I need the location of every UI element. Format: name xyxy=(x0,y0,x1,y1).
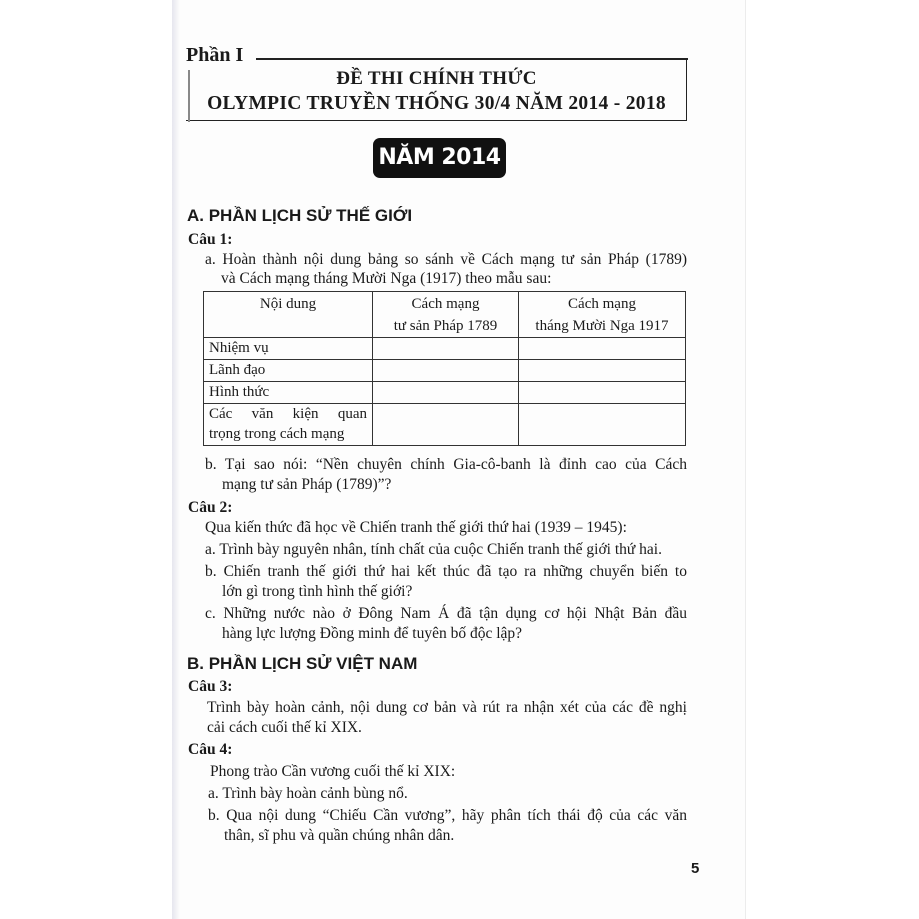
empty-cell xyxy=(519,360,686,382)
question-1b-line1: b. Tại sao nói: “Nền chuyên chính Gia-cô-banh là đỉnh cao của Cách xyxy=(205,456,687,473)
empty-cell xyxy=(519,404,686,446)
question-1a-line2: và Cách mạng tháng Mười Nga (1917) theo mẫu sau: xyxy=(221,270,552,287)
header-text: Cách mạng xyxy=(568,296,636,312)
page-edge xyxy=(745,0,746,919)
row-label: Lãnh đạo xyxy=(204,360,373,382)
part-label: Phần I xyxy=(186,44,244,66)
table-row xyxy=(204,382,686,404)
exam-subtitle: OLYMPIC TRUYỀN THỐNG 30/4 NĂM 2014 - 2018 xyxy=(207,93,666,114)
question-2-intro: Qua kiến thức đã học về Chiến tranh thế giới thứ hai (1939 – 1945): xyxy=(205,519,627,536)
row-label-line2: trọng trong cách mạng xyxy=(209,426,345,442)
question-2c-line1: c. Những nước nào ở Đông Nam Á đã tận dụng cơ hội Nhật Bản đầu xyxy=(205,605,687,622)
header-text: Nội dung xyxy=(259,296,317,312)
table-row xyxy=(204,338,686,360)
empty-cell xyxy=(373,404,519,446)
header-text: tháng Mười Nga 1917 xyxy=(535,318,669,334)
question-4a: a. Trình bày hoàn cảnh bùng nổ. xyxy=(208,785,408,802)
section-a-heading: A. PHẦN LỊCH SỬ THẾ GIỚI xyxy=(187,206,413,225)
year-badge: NĂM 2014 xyxy=(373,138,506,178)
question-4-intro: Phong trào Cần vương cuối thế kỉ XIX: xyxy=(210,763,456,780)
section-b-heading: B. PHẦN LỊCH SỬ VIỆT NAM xyxy=(187,654,418,673)
question-3-label: Câu 3: xyxy=(188,678,233,695)
row-label xyxy=(204,404,373,446)
question-3-line1: Trình bày hoàn cảnh, nội dung cơ bản và rút ra nhận xét của các đề nghị xyxy=(207,699,687,716)
question-2-label: Câu 2: xyxy=(188,499,233,516)
question-2a: a. Trình bày nguyên nhân, tính chất của cuộc Chiến tranh thế giới thứ hai. xyxy=(205,541,662,558)
empty-cell xyxy=(373,360,519,382)
header-text: tư sản Pháp 1789 xyxy=(393,318,498,334)
empty-cell xyxy=(373,338,519,360)
table-row xyxy=(204,360,686,382)
comparison-table xyxy=(203,291,686,446)
exam-title: ĐỀ THI CHÍNH THỨC xyxy=(336,68,537,89)
empty-cell xyxy=(373,382,519,404)
question-2b-line1: b. Chiến tranh thế giới thứ hai kết thúc đã tạo ra những chuyển biến to xyxy=(205,563,687,580)
question-1b-line2: mạng tư sản Pháp (1789)”? xyxy=(222,476,392,493)
empty-cell xyxy=(519,338,686,360)
page-gutter-shadow xyxy=(172,0,180,919)
row-label: Nhiệm vụ xyxy=(204,338,373,360)
header-cell-russia xyxy=(519,292,686,338)
question-2b-line2: lớn gì trong tình hình thế giới? xyxy=(222,583,413,600)
question-2c-line2: hàng lực lượng Đồng minh để tuyên bố độc lập? xyxy=(222,625,523,642)
empty-cell xyxy=(519,382,686,404)
question-3-line2: cải cách cuối thế kỉ XIX. xyxy=(207,719,362,736)
question-4-label: Câu 4: xyxy=(188,741,233,758)
header-text: Cách mạng xyxy=(411,296,480,312)
table-row xyxy=(204,404,686,446)
header-cell-content xyxy=(204,292,373,338)
row-label-line1: Các văn kiện quan xyxy=(209,406,367,422)
row-label: Hình thức xyxy=(204,382,373,404)
question-1-label: Câu 1: xyxy=(188,231,233,248)
page-number: 5 xyxy=(691,860,700,877)
question-4b-line2: thân, sĩ phu và quần chúng nhân dân. xyxy=(224,827,455,844)
table-header-row xyxy=(204,292,686,338)
question-1a-line1: a. Hoàn thành nội dung bảng so sánh về Cách mạng tư sản Pháp (1789) xyxy=(205,251,687,268)
header-cell-france xyxy=(373,292,519,338)
question-4b-line1: b. Qua nội dung “Chiếu Cần vương”, hãy phân tích thái độ của các văn xyxy=(208,807,687,824)
